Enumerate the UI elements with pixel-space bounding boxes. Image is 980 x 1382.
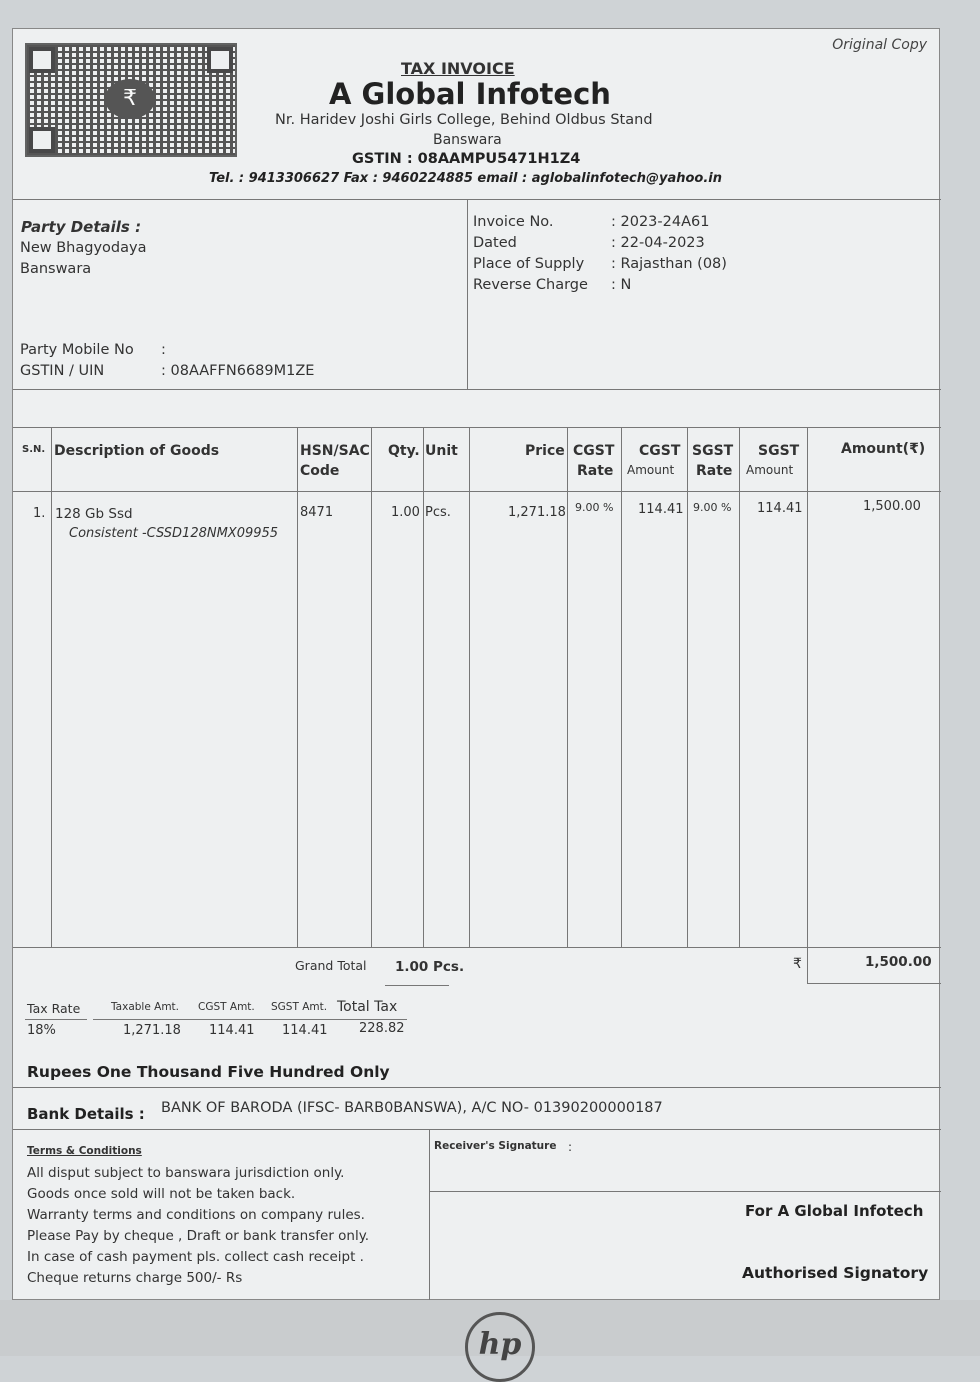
company-city: Banswara	[433, 132, 502, 148]
taxable-amt-value: 1,271.18	[123, 1023, 181, 1038]
underline	[385, 985, 449, 986]
terms-line: In case of cash payment pls. collect cash receipt .	[27, 1249, 364, 1265]
rupee-logo-icon: ₹	[105, 79, 155, 119]
col-sgst-rate-header-2: Rate	[696, 463, 733, 479]
party-city: Banswara	[20, 261, 92, 277]
qr-code	[25, 43, 237, 157]
col-qty-header: Qty.	[388, 443, 420, 459]
col-amount-header: Amount(₹)	[841, 441, 926, 457]
place-of-supply-value: : Rajasthan (08)	[611, 256, 727, 272]
col-sgst-amount-header: SGST	[758, 443, 800, 459]
receiver-signature-label: Receiver's Signature	[434, 1140, 557, 1152]
divider	[429, 1191, 941, 1192]
qr-finder	[29, 47, 55, 73]
company-address: Nr. Haridev Joshi Girls College, Behind Oldbus Stand	[275, 112, 653, 128]
col-line	[621, 427, 622, 947]
grand-total-qty: 1.00 Pcs.	[395, 959, 465, 975]
invoice-no-value: : 2023-24A61	[611, 214, 710, 230]
company-contact: Tel. : 9413306627 Fax : 9460224885 email : aglobalinfotech@yahoo.in	[209, 171, 723, 186]
company-name: A Global Infotech	[329, 77, 611, 111]
tax-rate-header: Tax Rate	[27, 1001, 81, 1016]
col-cgst-rate-header-2: Rate	[577, 463, 614, 479]
receiver-signature-colon: :	[568, 1140, 573, 1154]
divider	[13, 1087, 941, 1088]
sgst-amt-header: SGST Amt.	[271, 1001, 328, 1013]
invoice-no-label: Invoice No.	[473, 214, 554, 230]
reverse-charge-label: Reverse Charge	[473, 277, 588, 293]
divider	[13, 389, 941, 390]
amount-in-words: Rupees One Thousand Five Hundred Only	[27, 1063, 390, 1081]
divider	[467, 199, 468, 389]
party-gstin-value: : 08AAFFN6689M1ZE	[161, 363, 315, 379]
col-line	[423, 427, 424, 947]
bank-details-label: Bank Details :	[27, 1105, 145, 1123]
party-name: New Bhagyodaya	[20, 240, 147, 256]
cgst-amt-header: CGST Amt.	[198, 1001, 255, 1013]
cgst-amt-value: 114.41	[209, 1023, 255, 1038]
company-gstin: GSTIN : 08AAMPU5471H1Z4	[352, 151, 581, 167]
party-mobile-label: Party Mobile No	[20, 342, 134, 358]
col-sgst-amount-header-2: Amount	[746, 463, 794, 477]
total-tax-header: Total Tax	[337, 999, 398, 1015]
item-price: 1,271.18	[508, 505, 566, 520]
terms-line: Warranty terms and conditions on company rules.	[27, 1207, 365, 1223]
col-hsn-header: HSN/SAC	[300, 443, 370, 459]
bank-details-value: BANK OF BARODA (IFSC- BARB0BANSWA), A/C NO- 01390200000187	[161, 1100, 663, 1116]
col-price-header: Price	[525, 443, 565, 459]
rupee-icon: ₹	[793, 956, 802, 972]
party-mobile-colon: :	[161, 342, 166, 358]
col-line	[371, 427, 372, 947]
item-sub-desc: Consistent -CSSD128NMX09955	[69, 526, 279, 541]
item-sgst-amount: 114.41	[757, 501, 803, 516]
divider	[13, 491, 941, 492]
terms-line: Goods once sold will not be taken back.	[27, 1186, 296, 1202]
item-unit: Pcs.	[425, 505, 451, 520]
col-line	[687, 427, 688, 947]
dated-label: Dated	[473, 235, 517, 251]
col-sgst-rate-header: SGST	[692, 443, 734, 459]
col-line	[469, 427, 470, 947]
qr-finder	[29, 127, 55, 153]
total-tax-value: 228.82	[359, 1021, 405, 1036]
col-line	[807, 947, 808, 983]
divider	[13, 199, 941, 200]
terms-heading: Terms & Conditions	[27, 1145, 142, 1157]
col-unit-header: Unit	[425, 443, 458, 459]
grand-total-label: Grand Total	[295, 958, 367, 973]
col-cgst-amount-header: CGST	[639, 443, 681, 459]
divider	[13, 947, 941, 948]
place-of-supply-label: Place of Supply	[473, 256, 585, 272]
item-cgst-amount: 114.41	[638, 502, 684, 517]
taxable-amt-header: Taxable Amt.	[111, 1001, 180, 1013]
qr-finder	[207, 47, 233, 73]
tax-rate-value: 18%	[27, 1023, 56, 1038]
terms-line: All disput subject to banswara jurisdiction only.	[27, 1165, 345, 1181]
item-desc: 128 Gb Ssd	[55, 506, 133, 522]
underline	[25, 1019, 87, 1020]
col-sn-header: S.N.	[22, 444, 46, 455]
col-desc-header: Description of Goods	[54, 443, 220, 459]
divider	[807, 983, 941, 984]
terms-line: Please Pay by cheque , Draft or bank transfer only.	[27, 1228, 370, 1244]
grand-total-amount: 1,500.00	[865, 954, 932, 970]
col-line	[51, 427, 52, 947]
col-hsn-header-2: Code	[300, 463, 340, 479]
doc-title: TAX INVOICE	[401, 59, 515, 78]
item-amount: 1,500.00	[863, 499, 921, 514]
col-cgst-amount-header-2: Amount	[627, 463, 675, 477]
reverse-charge-value: : N	[611, 277, 632, 293]
dated-value: : 22-04-2023	[611, 235, 705, 251]
col-line	[297, 427, 298, 947]
party-heading: Party Details :	[21, 218, 142, 236]
divider	[429, 1129, 430, 1301]
col-cgst-rate-header: CGST	[573, 443, 615, 459]
hp-logo-icon: hp	[465, 1312, 535, 1382]
col-line	[567, 427, 568, 947]
authorised-signatory: Authorised Signatory	[742, 1264, 929, 1282]
col-line	[807, 427, 808, 947]
item-sn: 1.	[33, 506, 46, 521]
item-sgst-rate: 9.00 %	[693, 501, 732, 514]
divider	[13, 427, 941, 428]
item-qty: 1.00	[391, 505, 420, 520]
col-line	[739, 427, 740, 947]
terms-line: Cheque returns charge 500/- Rs	[27, 1270, 243, 1286]
divider	[13, 1129, 941, 1130]
party-gstin-label: GSTIN / UIN	[20, 363, 105, 379]
sgst-amt-value: 114.41	[282, 1023, 328, 1038]
for-company: For A Global Infotech	[745, 1202, 924, 1220]
underline	[93, 1019, 407, 1020]
copy-label: Original Copy	[832, 37, 927, 53]
invoice-sheet	[12, 28, 940, 1300]
item-cgst-rate: 9.00 %	[575, 501, 614, 514]
item-hsn: 8471	[300, 505, 334, 520]
